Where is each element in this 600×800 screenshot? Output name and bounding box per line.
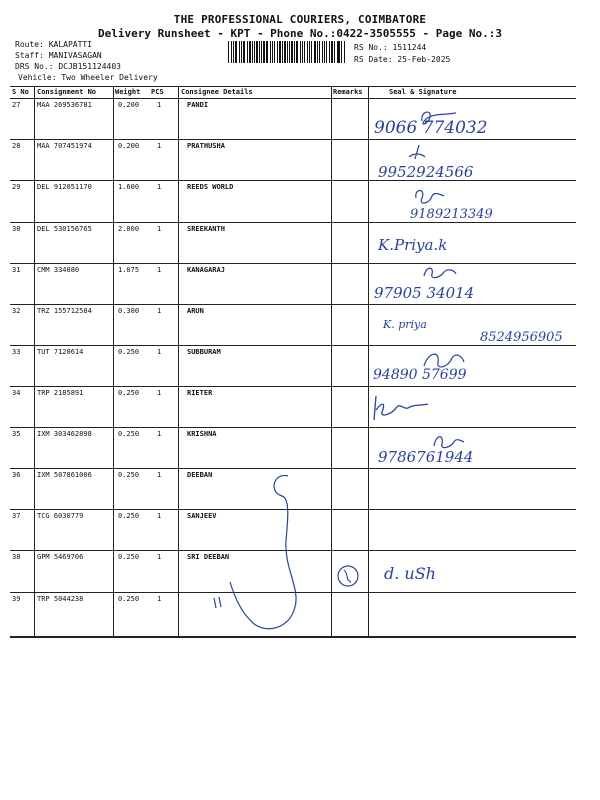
- signature-scribble: [405, 143, 435, 165]
- consignment-cell: TUT 7120614: [37, 348, 84, 356]
- consignee-cell: SREEKANTH: [187, 225, 225, 233]
- consignee-cell: KRISHNA: [187, 430, 217, 438]
- column-header-consignment: Consignment No: [37, 88, 97, 96]
- company-title: THE PROFESSIONAL COURIERS, COIMBATORE: [173, 13, 427, 26]
- handwritten-signature: 9066 774032: [374, 118, 488, 138]
- consignee-cell: SUBBURAM: [187, 348, 221, 356]
- sno-cell: 38: [12, 553, 21, 561]
- barcode-bar: [274, 41, 275, 63]
- weight-cell: 0.250: [118, 389, 140, 397]
- consignment-cell: IXM 303462898: [37, 430, 92, 438]
- barcode-bar: [291, 41, 292, 63]
- consignee-cell: PRATHUSHA: [187, 142, 225, 150]
- weight-cell: 0.250: [118, 553, 140, 561]
- drs-number: DRS No.: DCJB151124403: [15, 62, 121, 71]
- barcode-bar: [331, 41, 333, 63]
- handwritten-signature: 94890 57699: [373, 367, 467, 383]
- row-divider: [10, 139, 576, 140]
- handwritten-signature: K. priya: [383, 318, 427, 331]
- sno-cell: 30: [12, 225, 21, 233]
- barcode-bar: [284, 41, 285, 63]
- barcode-bar: [324, 41, 325, 63]
- row-divider: [10, 468, 576, 469]
- barcode-bar: [249, 41, 251, 63]
- sno-cell: 37: [12, 512, 21, 520]
- barcode-bar: [334, 41, 335, 63]
- handwritten-signature: K.Priya.k: [378, 236, 448, 254]
- pcs-cell: 1: [157, 471, 162, 479]
- sno-cell: 36: [12, 471, 21, 479]
- consignment-cell: DEL 912051170: [37, 183, 92, 191]
- column-divider: [34, 86, 35, 636]
- column-divider: [178, 86, 179, 636]
- column-divider: [331, 86, 332, 636]
- barcode-bar: [300, 41, 301, 63]
- consignment-cell: DEL 530156765: [37, 225, 92, 233]
- barcode-bar: [317, 41, 318, 63]
- barcode-bar: [329, 41, 330, 63]
- table-top-border: [10, 86, 576, 87]
- row-divider: [10, 304, 576, 305]
- barcode-bar: [228, 41, 229, 63]
- weight-cell: 0.250: [118, 348, 140, 356]
- pcs-cell: 1: [157, 430, 162, 438]
- handwritten-signature: 9786761944: [378, 448, 474, 466]
- rs-date: RS Date: 25-Feb-2025: [354, 55, 451, 64]
- sno-cell: 29: [12, 183, 21, 191]
- column-header-weight: Weight: [115, 88, 141, 96]
- barcode-bar: [311, 41, 312, 63]
- signature-scribble: [368, 392, 438, 426]
- barcode-bar: [289, 41, 290, 63]
- sno-cell: 35: [12, 430, 21, 438]
- pcs-cell: 1: [157, 595, 162, 603]
- barcode-bar: [282, 41, 283, 63]
- consignee-cell: SANJEEV: [187, 512, 217, 520]
- consignee-cell: KANAGARAJ: [187, 266, 225, 274]
- pcs-cell: 1: [157, 142, 162, 150]
- table-bottom-border: [10, 636, 576, 638]
- consignment-cell: MAA 269536781: [37, 101, 92, 109]
- barcode-bar: [241, 41, 242, 63]
- remark-circle-mark: [335, 562, 365, 592]
- staff-label: Staff: MANIVASAGAN: [15, 51, 102, 60]
- column-divider: [368, 86, 369, 636]
- barcode-bar: [294, 41, 295, 63]
- signature-scribble: [410, 186, 450, 208]
- barcode-bar: [247, 41, 248, 63]
- row-divider: [10, 263, 576, 264]
- row-divider: [10, 222, 576, 223]
- consignment-cell: GPM 5469706: [37, 553, 84, 561]
- barcode-bar: [239, 41, 240, 63]
- weight-cell: 0.250: [118, 430, 140, 438]
- pcs-cell: 1: [157, 389, 162, 397]
- pcs-cell: 1: [157, 225, 162, 233]
- barcode-bar: [235, 41, 237, 63]
- signature-scribble: [418, 348, 468, 374]
- signature-scribble: [360, 105, 470, 135]
- barcode-bar: [307, 41, 308, 63]
- barcode-bar: [231, 41, 232, 63]
- sno-cell: 28: [12, 142, 21, 150]
- barcode-bar: [252, 41, 253, 63]
- route-label: Route: KALAPATTI: [15, 40, 93, 49]
- handwritten-phone: 8524956905: [480, 330, 563, 345]
- sno-cell: 39: [12, 595, 21, 603]
- sno-cell: 27: [12, 101, 21, 109]
- barcode-bar: [341, 41, 342, 63]
- row-divider: [10, 345, 576, 346]
- row-divider: [10, 386, 576, 387]
- barcode-bar: [270, 41, 271, 63]
- barcode-bar: [261, 41, 262, 63]
- barcode-bar: [326, 41, 327, 63]
- barcode-bar: [314, 41, 316, 63]
- handwritten-signature: 97905 34014: [374, 284, 475, 302]
- pcs-cell: 1: [157, 266, 162, 274]
- barcode-bar: [259, 41, 260, 63]
- pcs-cell: 1: [157, 512, 162, 520]
- pcs-cell: 1: [157, 307, 162, 315]
- consignment-cell: TRZ 155712584: [37, 307, 92, 315]
- barcode-bar: [279, 41, 281, 63]
- barcode-bar: [266, 41, 268, 63]
- consignee-cell: ARUN: [187, 307, 204, 315]
- sno-cell: 32: [12, 307, 21, 315]
- sno-cell: 34: [12, 389, 21, 397]
- barcode-bar: [254, 41, 255, 63]
- weight-cell: 1.600: [118, 183, 140, 191]
- weight-cell: 0.250: [118, 595, 140, 603]
- column-divider: [113, 86, 114, 636]
- row-divider: [10, 180, 576, 181]
- consignee-cell: DEEBAN: [187, 471, 213, 479]
- consignment-cell: CMM 334080: [37, 266, 80, 274]
- consignee-cell: RIETER: [187, 389, 213, 397]
- consignee-cell: REEDS WORLD: [187, 183, 234, 191]
- column-header-consignee: Consignee Details: [181, 88, 253, 96]
- barcode-bar: [338, 41, 339, 63]
- row-strike-scribble: [210, 470, 310, 635]
- consignee-cell: PANDI: [187, 101, 209, 109]
- runsheet-subtitle: Delivery Runsheet - KPT - Phone No.:0422-3505555 - Page No.:3: [98, 27, 502, 40]
- barcode-bar: [322, 41, 323, 63]
- pcs-cell: 1: [157, 553, 162, 561]
- barcode-bar: [319, 41, 320, 63]
- weight-cell: 0.200: [118, 142, 140, 150]
- handwritten-signature: 9952924566: [378, 163, 474, 181]
- table-header-border: [10, 98, 576, 99]
- barcode-bar: [287, 41, 288, 63]
- barcode-bar: [344, 41, 345, 63]
- barcode-bar: [272, 41, 273, 63]
- sno-cell: 31: [12, 266, 21, 274]
- consignment-cell: TRP 5044238: [37, 595, 84, 603]
- signature-scribble: [420, 262, 460, 284]
- barcode-bar: [304, 41, 305, 63]
- pcs-cell: 1: [157, 348, 162, 356]
- barcode-bar: [337, 41, 338, 63]
- signature-scribble: [428, 430, 468, 452]
- weight-cell: 0.250: [118, 471, 140, 479]
- handwritten-signature: 9189213349: [410, 207, 493, 222]
- barcode-bar: [302, 41, 303, 63]
- barcode-bar: [309, 41, 310, 63]
- handwritten-signature: d. uSh: [384, 564, 436, 583]
- consignee-cell: SRI DEEBAN: [187, 553, 230, 561]
- pcs-cell: 1: [157, 101, 162, 109]
- barcode-bar: [277, 41, 278, 63]
- column-header-pcs: PCS: [151, 88, 164, 96]
- consignment-cell: TRP 2185891: [37, 389, 84, 397]
- consignment-cell: TCG 6030779: [37, 512, 84, 520]
- weight-cell: 1.075: [118, 266, 140, 274]
- weight-cell: 0.200: [118, 101, 140, 109]
- barcode-bar: [256, 41, 257, 63]
- weight-cell: 0.300: [118, 307, 140, 315]
- barcode-bar: [243, 41, 244, 63]
- barcode-bar: [233, 41, 234, 63]
- column-header-remarks: Remarks: [333, 88, 363, 96]
- barcode-bar: [263, 41, 264, 63]
- vehicle-label: Vehicle: Two Wheeler Delivery: [18, 73, 158, 82]
- consignment-cell: MAA 707451974: [37, 142, 92, 150]
- consignment-cell: IXM 507861006: [37, 471, 92, 479]
- column-header-sno: S No: [12, 88, 29, 96]
- pcs-cell: 1: [157, 183, 162, 191]
- barcode: [228, 41, 346, 63]
- weight-cell: 2.000: [118, 225, 140, 233]
- weight-cell: 0.250: [118, 512, 140, 520]
- column-header-seal-signature: Seal & Signature: [389, 88, 457, 96]
- barcode-bar: [296, 41, 298, 63]
- rs-number: RS No.: 1511244: [354, 43, 427, 52]
- sno-cell: 33: [12, 348, 21, 356]
- row-divider: [10, 427, 576, 428]
